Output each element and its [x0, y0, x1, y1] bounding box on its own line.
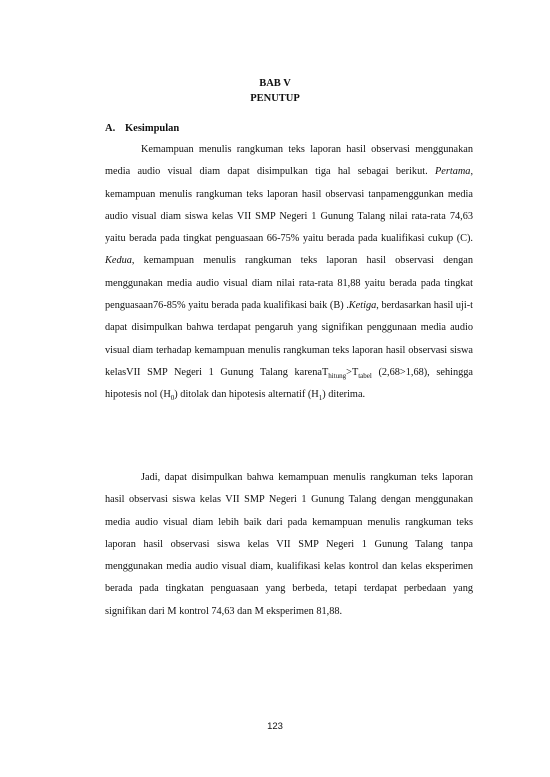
conclusion-paragraph-2: [105, 467, 473, 623]
h1-sub: 1: [318, 394, 323, 403]
t-tabel-sub: tabel: [358, 372, 372, 381]
t-tabel: T: [351, 366, 359, 378]
h0-sub: 0: [170, 394, 175, 403]
p1-sentence-6: ) ditolak dan hipotesis alternatif (: [174, 389, 312, 401]
h1: H: [311, 389, 319, 401]
section-label: A.: [105, 123, 116, 134]
conclusion-paragraph-1: [105, 139, 473, 407]
section-title: Kesimpulan: [125, 123, 180, 134]
p1-sentence-4: , berdasarkan hasil uji-t dapat disimpulkan bahwa terdapat pengaruh yang signifikan penggunaan media audio visual diam terhadap kemampuan menulis rangkuman teks laporan hasil observasi siswa kelasVII SMP Negeri 1 Gunung Talang karena: [105, 300, 473, 378]
page-number: 123: [267, 721, 283, 732]
p1-ketiga: Ketiga: [348, 300, 377, 312]
greater-than: >: [346, 366, 352, 378]
p1-sentence-1: Kemampuan menulis rangkuman teks laporan hasil observasi menggunakan media audio visual diam dapat disimpulkan tiga hal sebagai berikut.: [105, 144, 473, 178]
chapter-title: PENUTUP: [250, 93, 300, 104]
p1-sentence-3: , kemampuan menulis rangkuman teks laporan hasil observasi dengan menggunakan media audio visual diam nilai rata-rata 81,88 yaitu berada pada tingkat penguasaan76-85% yaitu berada pada kualifikasi baik (B) .: [105, 255, 473, 312]
section-heading: [105, 123, 179, 134]
p2-text: Jadi, dapat disimpulkan bahwa kemampuan menulis rangkuman teks laporan hasil observasi siswa kelas VII SMP Negeri 1 Gunung Talang dengan menggunakan media audio visual diam lebih baik dari pada kemampuan menulis rangkuman teks laporan hasil observasi siswa kelas VII SMP Negeri 1 Gunung Talang tanpa menggunakan media audio visual diam, kualifikasi kelas kontrol dan kelas eksperimen berada pada tingkatan penguasaan yang berbeda, tetapi terdapat perbedaan yang signifikan dari M kontrol 74,63 dan M eksperimen 81,88.: [105, 472, 473, 617]
p1-sentence-5: (2,68>1,68), sehingga hipotesis nol (: [105, 366, 473, 401]
chapter-number: BAB V: [259, 78, 291, 89]
h0: H: [163, 389, 171, 401]
p1-kedua: Kedua: [105, 255, 132, 267]
t-hitung-sub: hitung: [328, 372, 347, 381]
p1-sentence-2: , kemampuan menulis rangkuman teks laporan hasil observasi tanpamenggunkan media audio visual diam siswa kelas VII SMP Negeri 1 Gunung Talang nilai rata-rata 74,63 yaitu berada pada tingkat penguasaan 66-75% yaitu berada pada kualifikasi cukup (C).: [105, 166, 474, 245]
t-hitung: T: [321, 366, 329, 378]
p1-sentence-7: ) diterima.: [322, 389, 366, 401]
p1-pertama: Pertama: [434, 166, 471, 178]
